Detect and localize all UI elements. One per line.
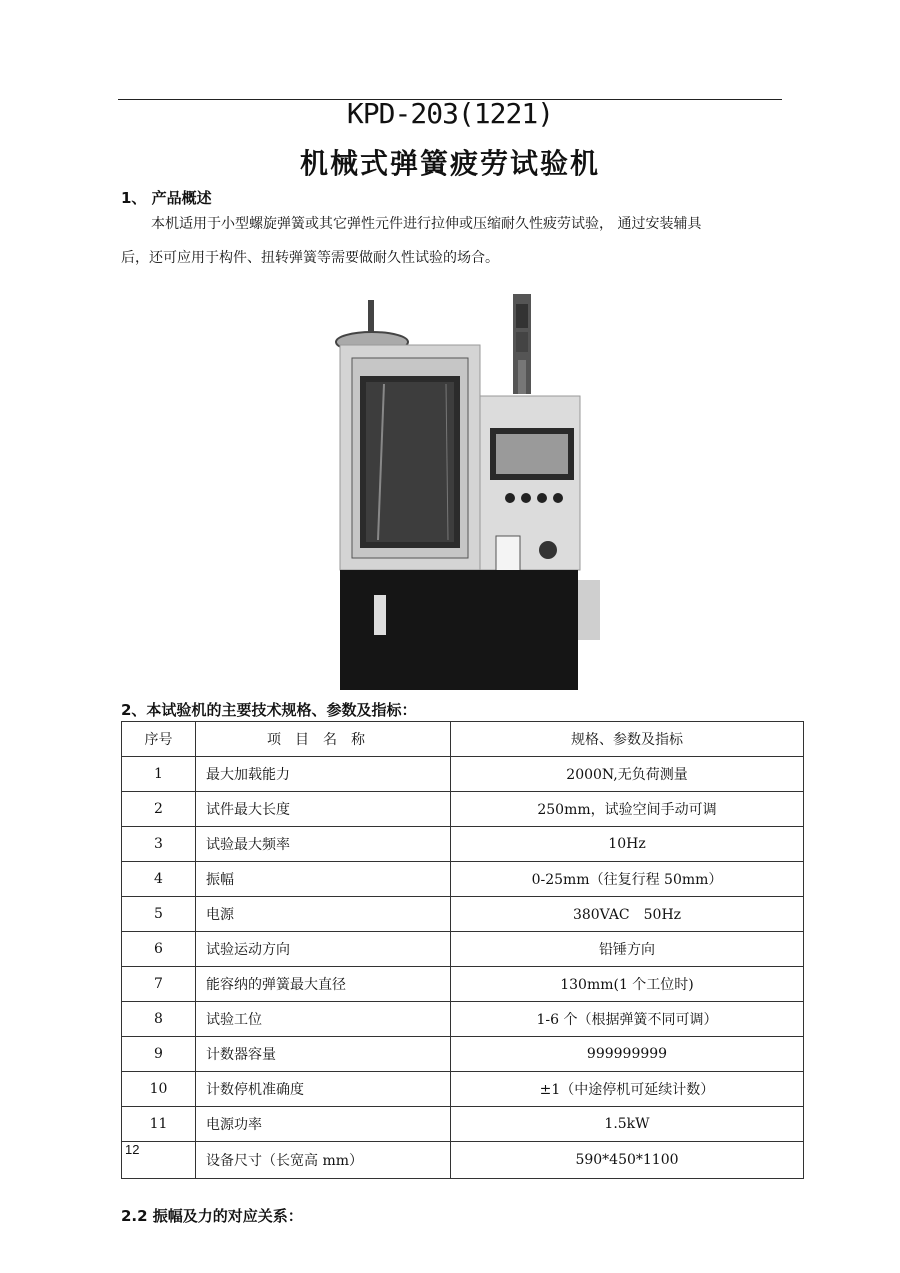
row-item-name: 最大加载能力: [196, 757, 451, 792]
section-1-heading: 1、 产品概述: [121, 189, 212, 207]
row-spec-value: 250mm，试验空间手动可调: [451, 792, 804, 827]
row-spec-value: 380VAC 50Hz: [451, 897, 804, 932]
table-row: [122, 932, 804, 967]
table-header-row: [122, 722, 804, 757]
row-item-name: 设备尺寸（长宽高 mm）: [196, 1142, 451, 1179]
row-spec-value: 0-25mm（往复行程 50mm）: [451, 862, 804, 897]
row-number: 5: [122, 897, 196, 932]
row-spec-value: ±1（中途停机可延续计数）: [451, 1072, 804, 1107]
row-number: 1: [122, 757, 196, 792]
table-row: [122, 967, 804, 1002]
row-number: 8: [122, 1002, 196, 1037]
table-row: [122, 757, 804, 792]
paragraph-line-1: 本机适用于小型螺旋弹簧或其它弹性元件进行拉伸或压缩耐久性疲劳试验， 通过安装辅具: [151, 216, 702, 232]
header-cell-name: 项目名称: [196, 722, 451, 757]
row-number: 7: [122, 967, 196, 1002]
section-1-paragraph: [121, 207, 787, 275]
row-spec-value: 130mm(1 个工位时): [451, 967, 804, 1002]
row-item-name: 电源功率: [196, 1107, 451, 1142]
table-row: [122, 827, 804, 862]
document-title: 机械式弹簧疲劳试验机: [299, 147, 600, 180]
table-row: [122, 1072, 804, 1107]
table-row: [122, 862, 804, 897]
row-number: 3: [122, 827, 196, 862]
table-row: [122, 1002, 804, 1037]
row-number: 2: [122, 792, 196, 827]
row-number: 10: [122, 1072, 196, 1107]
section-2-heading: 2、本试验机的主要技术规格、参数及指标：: [121, 701, 417, 719]
row-spec-value: 铅锤方向: [451, 932, 804, 967]
section-2-2-heading: 2.2 振幅及力的对应关系：: [121, 1207, 303, 1225]
row-item-name: 试件最大长度: [196, 792, 451, 827]
row-spec-value: 590*450*1100: [451, 1142, 804, 1179]
table-row: [122, 897, 804, 932]
row-item-name: 能容纳的弹簧最大直径: [196, 967, 451, 1002]
row-number: 11: [122, 1107, 196, 1142]
row-spec-value: 999999999: [451, 1037, 804, 1072]
row-spec-value: 1-6 个（根据弹簧不同可调）: [451, 1002, 804, 1037]
row-item-name: 电源: [196, 897, 451, 932]
model-number: KPD-203(1221): [346, 97, 554, 130]
header-cell-spec: 规格、参数及指标: [451, 722, 804, 757]
row-item-name: 计数停机准确度: [196, 1072, 451, 1107]
row-item-name: 试验运动方向: [196, 932, 451, 967]
row-spec-value: 2000N,无负荷测量: [451, 757, 804, 792]
row-item-name: 试验最大频率: [196, 827, 451, 862]
row-number: 12: [122, 1142, 196, 1179]
row-number: 9: [122, 1037, 196, 1072]
row-number: 4: [122, 862, 196, 897]
table-row: [122, 1037, 804, 1072]
row-spec-value: 1.5kW: [451, 1107, 804, 1142]
row-item-name: 试验工位: [196, 1002, 451, 1037]
row-spec-value: 10Hz: [451, 827, 804, 862]
table-row: [122, 1107, 804, 1142]
paragraph-line-2: 后，还可应用于构件、扭转弹簧等需要做耐久性试验的场合。: [121, 250, 499, 266]
row-item-name: 振幅: [196, 862, 451, 897]
spec-table: [121, 721, 804, 1179]
row-item-name: 计数器容量: [196, 1037, 451, 1072]
row-number: 6: [122, 932, 196, 967]
table-row: [122, 792, 804, 827]
header-cell-no: 序号: [122, 722, 196, 757]
machine-photo: [330, 290, 610, 690]
table-row: [122, 1142, 804, 1179]
